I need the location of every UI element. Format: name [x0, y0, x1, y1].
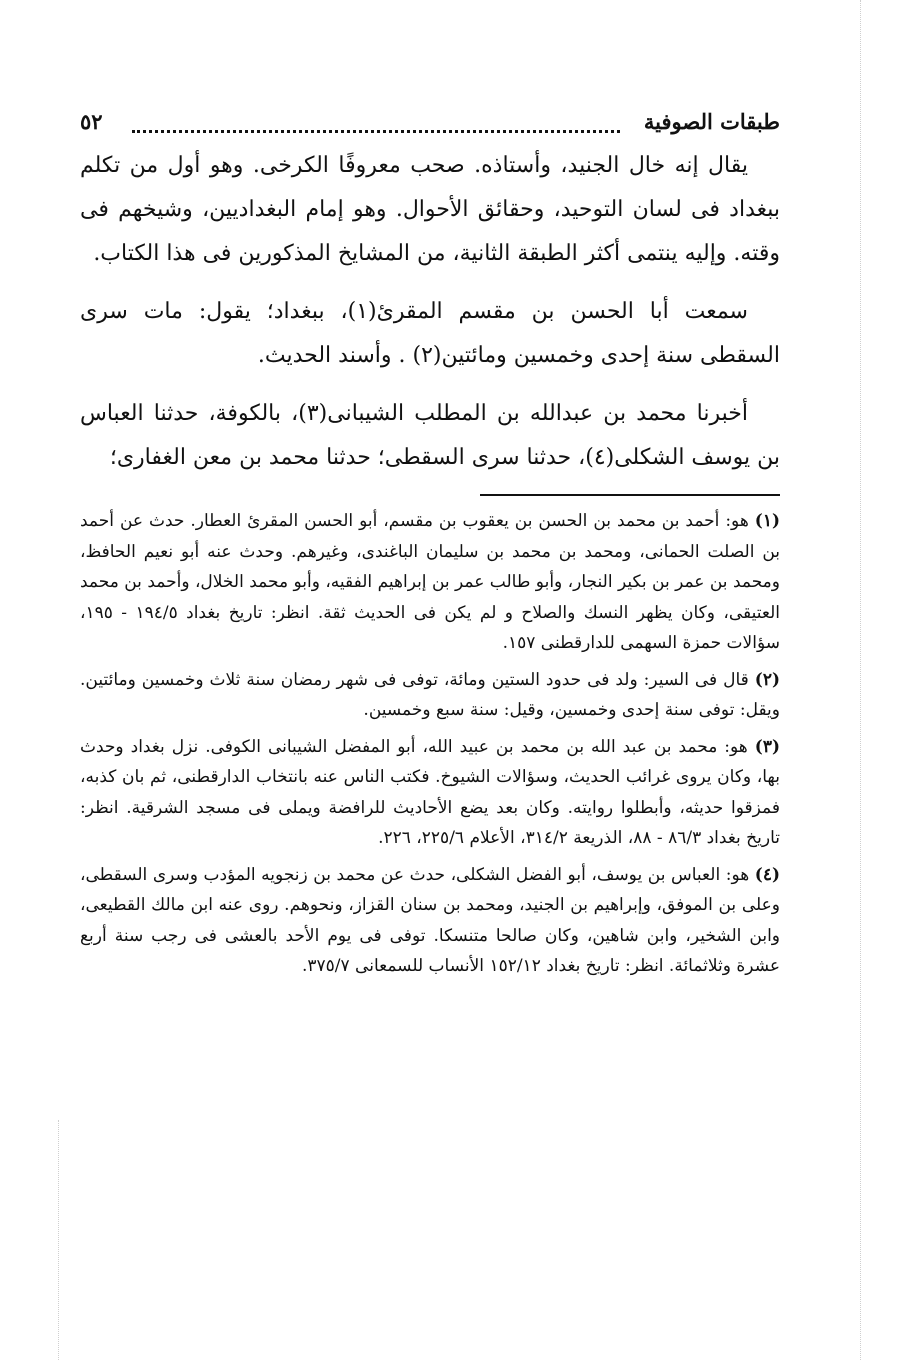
page-number: ٥٢	[80, 109, 103, 134]
footnote	[80, 665, 780, 726]
scan-edge-line-left	[58, 1120, 59, 1360]
footnote	[80, 506, 780, 659]
running-header	[80, 100, 780, 144]
footnote-text: هو: العباس بن يوسف، أبو الفضل الشكلى، حدث عن محمد بن زنجويه المؤدب وسرى السقطى، وعلى بن الموفق، وإبراهيم بن الجنيد، ومحمد بن سنان القزاز، ونحوهم. روى عنه ابن مالك القطيعى، وابن الشخير، وابن شاهين، وكان صالحا متنسكا. توفى فى يوم الأحد بالعشى فى رجب سنة أربع عشرة وثلاثمائة. انظر: تاريخ بغداد ١٥٢/١٢ الأنساب للسمعانى ٣٧٥/٧.	[80, 864, 780, 976]
footnote-number: (٣)	[754, 736, 780, 757]
book-page	[80, 100, 780, 988]
footnote	[80, 732, 780, 854]
dotted-leader	[132, 130, 620, 133]
footnotes	[80, 506, 780, 982]
running-title: طبقات الصوفية	[643, 109, 780, 134]
body-paragraph: سمعت أبا الحسن بن مقسم المقرئ(١)، ببغداد؛ يقول: مات سرى السقطى سنة إحدى وخمسين ومائتين(٢) . وأسند الحديث.	[80, 299, 780, 368]
footnote	[80, 860, 780, 982]
footnote-number: (٤)	[754, 864, 781, 885]
footnote-number: (١)	[754, 511, 781, 531]
body-paragraph: أخبرنا محمد بن عبدالله بن المطلب الشيبانى(٣)، بالكوفة، حدثنا العباس بن يوسف الشكلى(٤)، حدثنا سرى السقطى؛ حدثنا محمد بن معن الغفارى؛	[80, 401, 780, 470]
scan-edge-line-right	[860, 0, 861, 1360]
footnote-text: هو: أحمد بن محمد بن الحسن بن يعقوب بن مقسم، أبو الحسن المقرئ العطار. حدث عن أحمد بن الصلت الحمانى، ومحمد بن محمد بن سليمان الباغندى، وغيرهم. وحدث عنه أبو نعيم الحافظ، ومحمد بن عمر بن بكير النجار، وأبو طالب عمر بن إبراهيم الفقيه، وأبو محمد الخلال، وأحمد بن محمد العتيقى، وكان يظهر النسك والصلاح و لم يكن فى الحديث ثقة. انظر: تاريخ بغداد ١٩٤/٥ - ١٩٥، سؤالات حمزة السهمى للدارقطنى ١٥٧.	[80, 511, 780, 653]
footnote-text: قال فى السير: ولد فى حدود الستين ومائة، توفى فى شهر رمضان سنة ثلاث وخمسين ومائتين. ويقل: توفى سنة إحدى وخمسين، وقيل: سنة سبع وخمسين.	[80, 669, 780, 720]
footnote-text: هو: محمد بن عبد الله بن محمد بن عبيد الله، أبو المفضل الشيبانى الكوفى. نزل بغداد وحدث بها، وكان يروى غرائب الحديث، وسؤالات الشيوخ. فكتب الناس عنه بانتخاب الدارقطنى، ثم بان كذبه، فمزقوا حديثه، وأبطلوا روايته. وكان بعد يضع الأحاديث للرافضة ويملى فى مسجد الشرقية. انظر: تاريخ بغداد ٨٦/٣ - ٨٨، الذريعة ٣١٤/٢، الأعلام ٢٢٥/٦، ٢٢٦.	[80, 736, 780, 848]
footnote-number: (٢)	[754, 669, 780, 690]
main-text	[80, 144, 780, 480]
footnote-separator	[480, 494, 780, 496]
body-paragraph: يقال إنه خال الجنيد، وأستاذه. صحب معروفًا الكرخى. وهو أول من تكلم ببغداد فى لسان التوحيد، وحقائق الأحوال. وهو إمام البغداديين، وشيخهم فى وقته. وإليه ينتمى أكثر الطبقة الثانية، من المشايخ المذكورين فى هذا الكتاب.	[80, 153, 780, 266]
